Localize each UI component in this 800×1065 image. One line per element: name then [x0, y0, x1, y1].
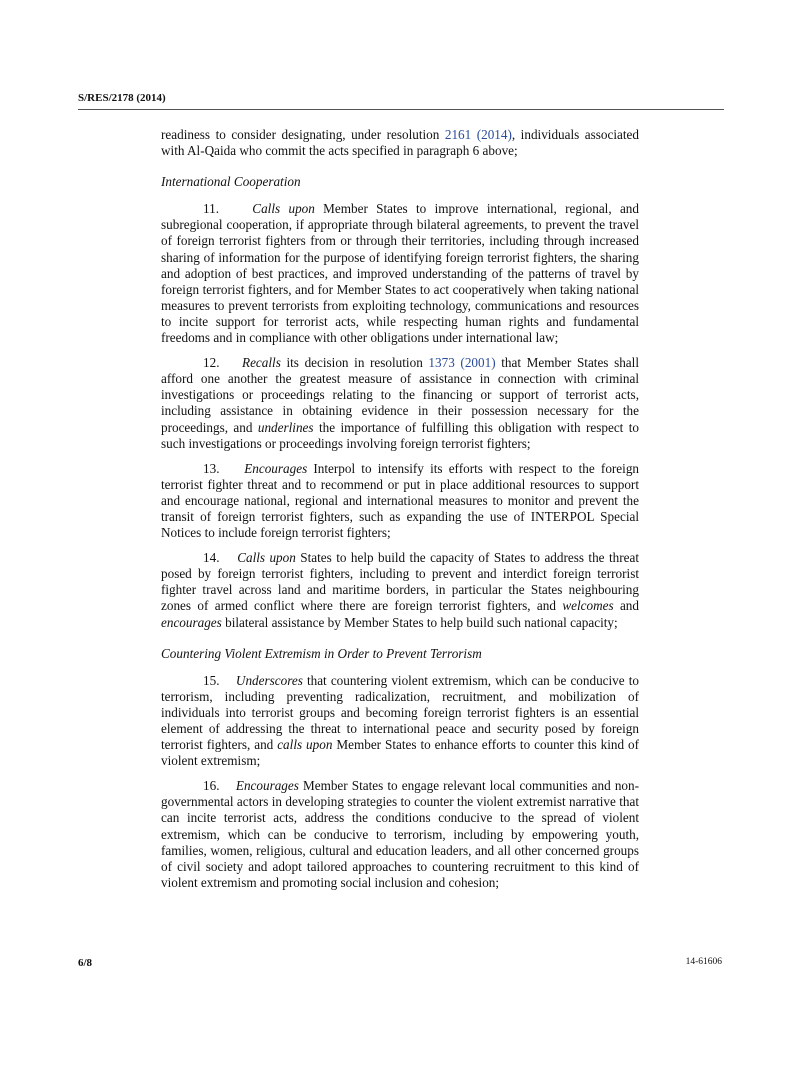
operative-verb: Underscores: [235, 672, 303, 688]
resolution-link-2161[interactable]: 2161 (2014): [444, 127, 512, 142]
operative-verb: underlines: [257, 419, 314, 435]
operative-verb: Recalls: [242, 355, 281, 371]
page-number: 6/8: [78, 957, 93, 969]
paragraph-text: that Member States shall afford one another the greatest measure of assistance in connection with criminal investigations or proceedings relating to the financing or support of terrorist acts, including assistance in obtaining evidence in their possession necessary for the proceedings, and: [161, 355, 639, 435]
paragraph-text: the importance of fulfilling this obligation with respect to such investigations or proceedings involving foreign terrorist fighters;: [161, 419, 639, 451]
paragraph-16: [161, 778, 639, 891]
text-run: , individuals associated with Al-Qaida who commit the acts specified in paragraph 6 above;: [161, 127, 639, 159]
paragraph-text: Interpol to intensify its efforts with respect to the foreign terrorist fighter threat and to recommend or put in place additional resources to support and encourage national, regional and international measures to monitor and prevent the transit of foreign terrorist fighters, such as expanding the use of INTERPOL Special Notices to include foreign terrorist fighters;: [161, 460, 640, 541]
paragraph-number: 12.: [203, 355, 220, 371]
operative-verb: Calls upon: [252, 201, 315, 217]
operative-verb: Encourages: [235, 778, 299, 794]
paragraph-number: 15.: [203, 672, 220, 688]
resolution-link-1373[interactable]: 1373 (2001): [428, 355, 496, 371]
section-heading-countering-violent-extremism: Countering Violent Extremism in Order to Prevent Terrorism: [161, 645, 482, 661]
job-number: 14-61606: [685, 957, 722, 967]
operative-verb: welcomes: [562, 598, 614, 614]
text-run: readiness to consider designating, under resolution: [161, 127, 445, 142]
paragraph-text: its decision in resolution: [280, 355, 429, 371]
paragraph-number: 16.: [203, 778, 220, 794]
document-symbol: S/RES/2178 (2014): [78, 92, 166, 104]
header-rule: [78, 109, 724, 110]
operative-verb: encourages: [161, 614, 222, 630]
paragraph-text: that countering violent extremism, which can be conducive to terrorism, including preventing radicalization, recruitment, and mobilization of individuals into terrorist groups and becoming foreign terrorist fighters is an essential element of addressing the threat to international peace and security posed by foreign terrorist fighters, and: [161, 672, 639, 753]
document-body: [161, 127, 639, 900]
operative-verb: calls upon: [277, 737, 333, 753]
paragraph-14: [161, 550, 639, 630]
continuation-paragraph: [161, 127, 639, 159]
paragraph-13: [161, 461, 639, 541]
paragraph-text: States to help build the capacity of States to address the threat posed by foreign terrorist fighters, including to prevent and interdict foreign terrorist fighter travel across land and maritime borders, in particular the States neighbouring zones of armed conflict where there are foreign terrorist fighters, and: [161, 550, 639, 614]
paragraph-number: 14.: [203, 550, 220, 566]
paragraph-text: Member States to engage relevant local communities and non-governmental actors in developing strategies to counter the violent extremist narrative that can incite terrorist acts, address the conditions conducive to the spread of violent extremism, which can be conducive to terrorism, including by empowering youth, families, women, religious, cultural and education leaders, and all other concerned groups of civil society and adopt tailored approaches to countering recruitment to this kind of violent extremism and promoting social inclusion and cohesion;: [161, 778, 639, 890]
operative-verb: Calls upon: [237, 550, 296, 566]
paragraph-12: [161, 355, 639, 452]
paragraph-text: Member States to enhance efforts to counter this kind of violent extremism;: [161, 737, 639, 769]
paragraph-text: Member States to improve international, regional, and subregional cooperation, if appropriate through bilateral agreements, to prevent the travel of foreign terrorist fighters from or through their territories, including through increased sharing of information for the purpose of identifying foreign terrorist fighters, the sharing and adoption of best practices, and improved understanding of the patterns of travel by foreign terrorist fighters, and for Member States to act cooperatively when taking national measures to prevent terrorists from exploiting technology, communications and resources to incite support for terrorist acts, while respecting human rights and fundamental freedoms and in compliance with other obligations under international law;: [161, 201, 639, 346]
paragraph-number: 11.: [203, 201, 219, 217]
paragraph-text: bilateral assistance by Member States to help build such national capacity;: [221, 614, 618, 630]
paragraph-number: 13.: [203, 460, 220, 476]
paragraph-15: [161, 673, 639, 770]
operative-verb: Encourages: [244, 460, 308, 476]
paragraph-text: and: [613, 598, 639, 614]
paragraph-11: [161, 201, 639, 346]
section-heading-international-cooperation: International Cooperation: [161, 174, 301, 190]
